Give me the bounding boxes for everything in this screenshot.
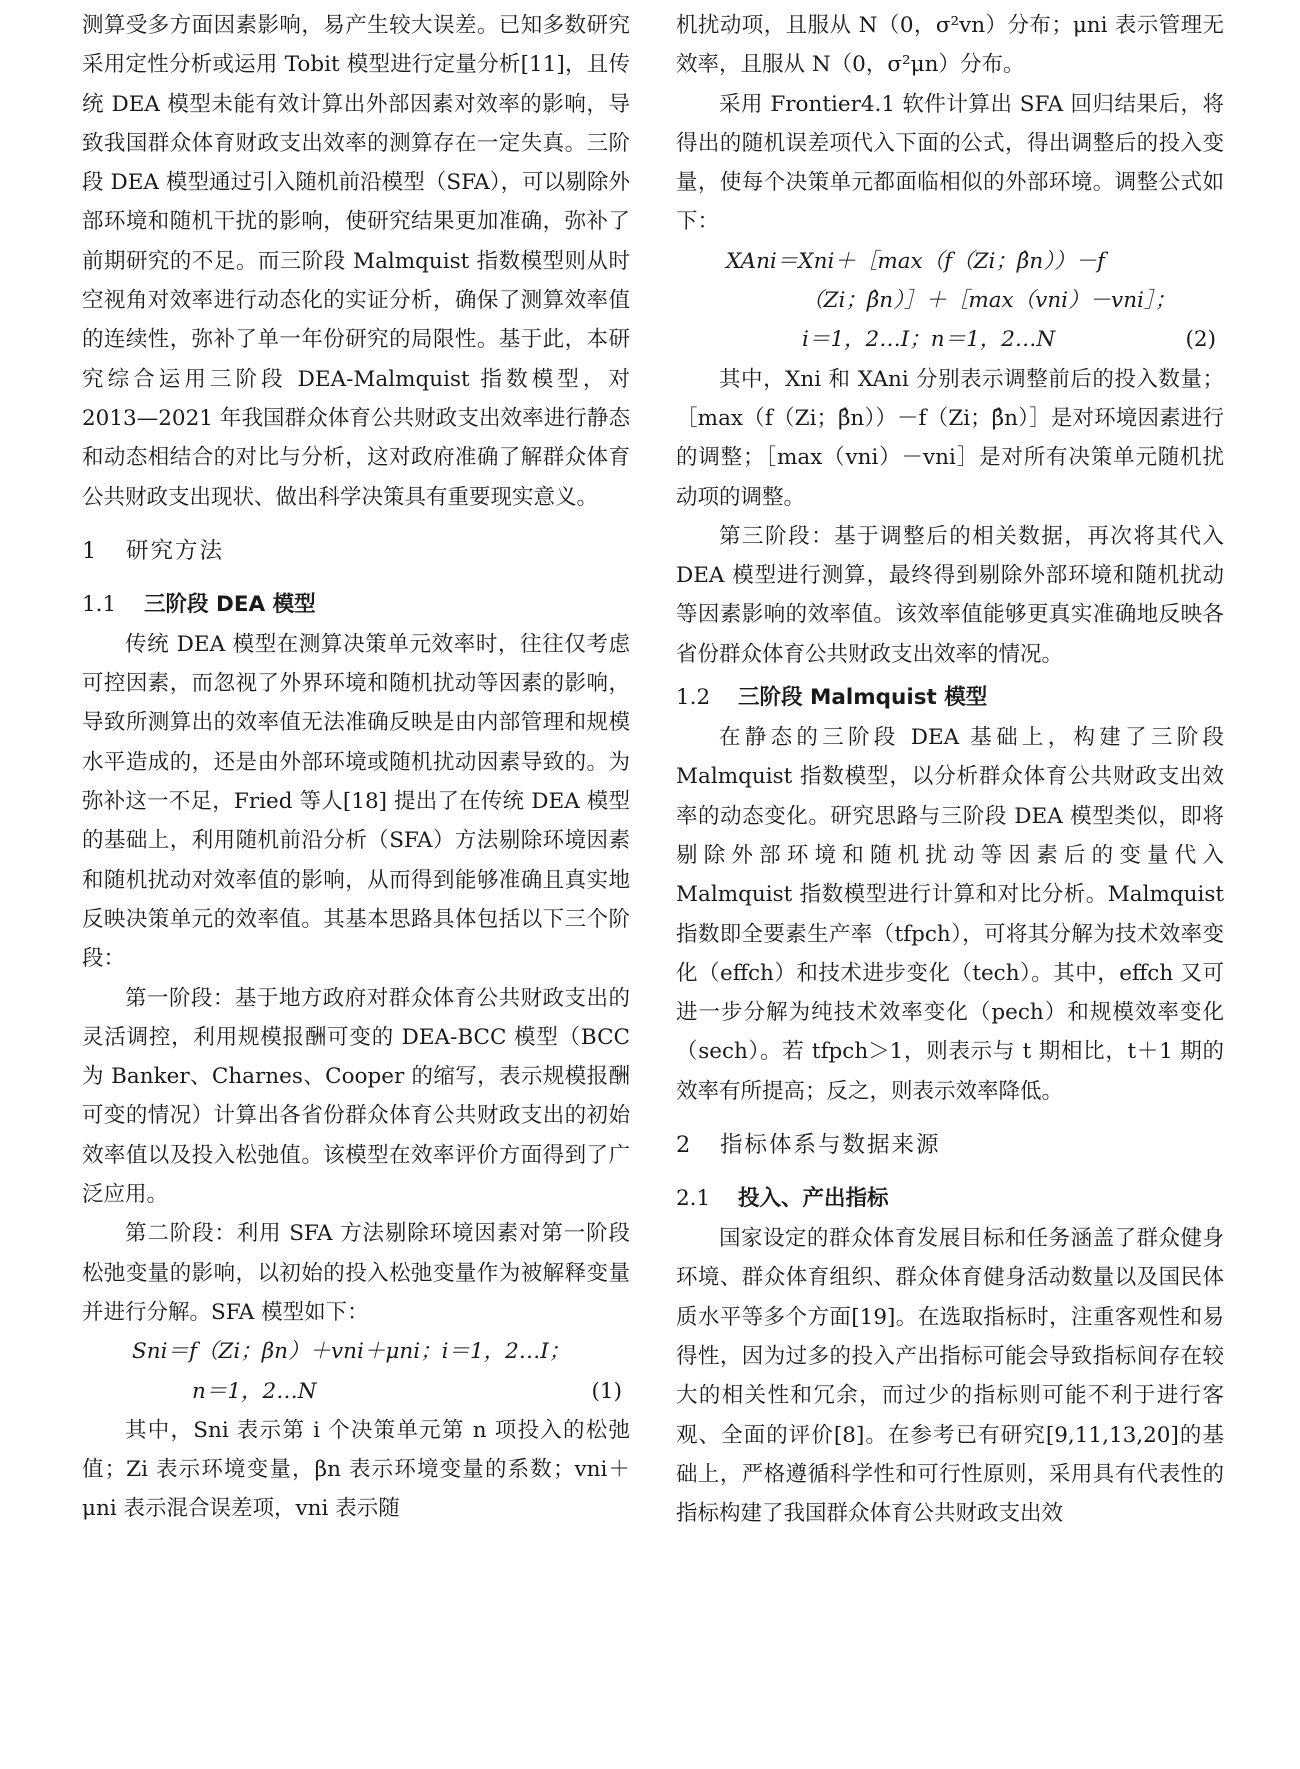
subsection-title: 三阶段 Malmquist 模型	[738, 685, 988, 711]
subsection-number: 1.1	[82, 591, 117, 617]
equation-1-tag: (1)	[591, 1378, 622, 1404]
equation-2-line-1: XAni＝Xni＋［max（f（Zi；β̂n））－f	[726, 248, 1105, 274]
subsection-heading-1-2	[676, 678, 1224, 718]
paragraph-intro: 测算受多方面因素影响，易产生较大误差。已知多数研究采用定性分析或运用 Tobit 模型进行定量分析[11]，且传统 DEA 模型未能有效计算出外部因素对效率的影响，导致我国群众体育财政支出效率的测算存在一定失真。三阶段 DEA 模型通过引入随机前沿模型（SFA），可以剔除外部环境和随机干扰的影响，使研究结果更加准确，弥补了前期研究的不足。而三阶段 Malmquist 指数模型则从时空视角对效率进行动态化的实证分析，确保了测算效率值的连续性，弥补了单一年份研究的局限性。基于此，本研究综合运用三阶段 DEA-Malmquist 指数模型，对 2013—2021 年我国群众体育公共财政支出效率进行静态和动态相结合的对比与分析，这对政府准确了解群众体育公共财政支出现状、做出科学决策具有重要现实意义。	[82, 13, 630, 510]
subsection-title: 投入、产出指标	[738, 1186, 889, 1212]
section-heading-2	[676, 1125, 1224, 1165]
paragraph-continued: 机扰动项，且服从 N（0，σ²vn）分布；μni 表示管理无效率，且服从 N（0，σ²μn）分布。	[676, 13, 1224, 78]
equation-1-line-1: Sni＝f（Zi；βn）＋vni＋μni；i＝1，2…I；	[132, 1339, 571, 1365]
section-number: 1	[82, 537, 99, 564]
paragraph-frontier: 采用 Frontier4.1 软件计算出 SFA 回归结果后，将得出的随机误差项代入下面的公式，得出调整后的投入变量，使每个决策单元都面临相似的外部环境。调整公式如下：	[676, 91, 1224, 235]
subsection-number: 1.2	[676, 685, 711, 711]
equation-1-line-2	[82, 1372, 630, 1411]
paragraph-stage-1: 第一阶段：基于地方政府对群众体育公共财政支出的灵活调控，利用规模报酬可变的 DEA-BCC 模型（BCC 为 Banker、Charnes、Cooper 的缩写，表示规模报酬可变的情况）计算出各省份群众体育公共财政支出的初始效率值以及投入松弛值。该模型在效率评价方面得到了广泛应用。	[82, 985, 630, 1208]
equation-2-text: i＝1，2…I；n＝1，2…N	[802, 327, 1056, 353]
equation-2-line-3	[676, 320, 1224, 359]
left-column	[82, 6, 630, 1529]
subsection-title: 三阶段 DEA 模型	[144, 591, 316, 617]
right-column	[676, 6, 1224, 1533]
paragraph-eq2-explain: 其中，Xni 和 XAni 分别表示调整前后的投入数量；［max（f（Zi；β̂n））－f（Zi；β̂n）］是对环境因素进行的调整；［max（vni）－vni］是对所有决策单元随机扰动项的调整。	[676, 366, 1224, 510]
section-number: 2	[676, 1132, 693, 1159]
section-heading-1	[82, 531, 630, 571]
subsection-heading-1-1	[82, 585, 630, 625]
equation-1-text: n＝1，2…N	[192, 1378, 317, 1404]
subsection-heading-2-1	[676, 1179, 1224, 1219]
subsection-number: 2.1	[676, 1186, 711, 1212]
paragraph-stage-3: 第三阶段：基于调整后的相关数据，再次将其代入 DEA 模型进行测算，最终得到剔除外部环境和随机扰动等因素影响的效率值。该效率值能够更真实准确地反映各省份群众体育公共财政支出效率的情况。	[676, 523, 1224, 667]
section-title: 指标体系与数据来源	[720, 1132, 941, 1159]
paragraph-malmquist: 在静态的三阶段 DEA 基础上，构建了三阶段 Malmquist 指数模型，以分析群众体育公共财政支出效率的动态变化。研究思路与三阶段 DEA 模型类似，即将剔除外部环境和随机扰动等因素后的变量代入 Malmquist 指数模型进行计算和对比分析。Malmquist 指数即全要素生产率（tfpch），可将其分解为技术效率变化（effch）和技术进步变化（tech）。其中，effch 又可进一步分解为纯技术效率变化（pech）和规模效率变化（sech）。若 tfpch＞1，则表示与 t 期相比，t＋1 期的效率有所提高；反之，则表示效率降低。	[676, 725, 1224, 1104]
paragraph-stage-2: 第二阶段：利用 SFA 方法剔除环境因素对第一阶段松弛变量的影响，以初始的投入松弛变量作为被解释变量并进行分解。SFA 模型如下：	[82, 1221, 630, 1325]
paragraph-dea: 传统 DEA 模型在测算决策单元效率时，往往仅考虑可控因素，而忽视了外界环境和随机扰动等因素的影响，导致所测算出的效率值无法准确反映是由内部管理和规模水平造成的，还是由外部环境或随机扰动因素导致的。为弥补这一不足，Fried 等人[18] 提出了在传统 DEA 模型的基础上，利用随机前沿分析（SFA）方法剔除环境因素和随机扰动对效率值的影响，从而得到能够准确且真实地反映决策单元的效率值。其基本思路具体包括以下三个阶段：	[82, 631, 630, 972]
paragraph-indicators: 国家设定的群众体育发展目标和任务涵盖了群众健身环境、群众体育组织、群众体育健身活动数量以及国民体质水平等多个方面[19]。在选取指标时，注重客观性和易得性，因为过多的投入产出指标可能会导致指标间存在较大的相关性和冗余，而过少的指标则可能不利于进行客观、全面的评价[8]。在参考已有研究[9,11,13,20]的基础上，严格遵循科学性和可行性原则，采用具有代表性的指标构建了我国群众体育公共财政支出效	[676, 1226, 1224, 1527]
paragraph-eq1-explain: 其中，Sni 表示第 i 个决策单元第 n 项投入的松弛值；Zi 表示环境变量，βn 表示环境变量的系数；vni＋μni 表示混合误差项，vni 表示随	[82, 1417, 630, 1522]
equation-2-line-2: （Zi；β̂n）］＋［max（vni）－vni］；	[802, 288, 1177, 314]
section-title: 研究方法	[126, 537, 225, 564]
equation-2-tag: (2)	[1185, 327, 1216, 353]
